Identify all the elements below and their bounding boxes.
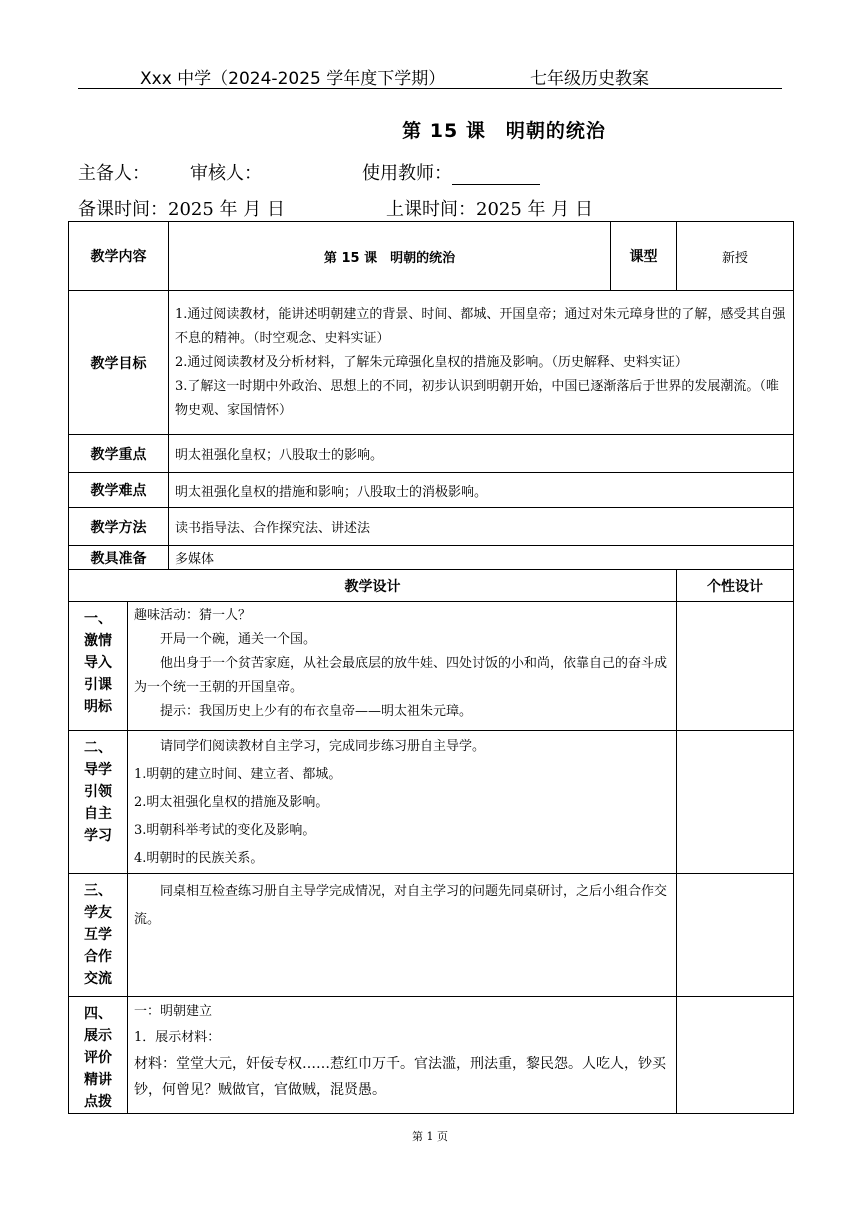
method-row (69, 508, 794, 546)
lesson-plan-table (68, 221, 794, 1114)
page-header (78, 58, 782, 89)
design-label: 教学设计 (69, 570, 677, 602)
content-label: 教学内容 (69, 222, 169, 291)
stage-line: 请同学们阅读教材自主学习，完成同步练习册自主导学。 (160, 739, 486, 754)
method-value: 读书指导法、合作探究法、讲述法 (169, 508, 794, 546)
stage-body (128, 997, 677, 1114)
stage-label: 四、展示评价精讲点拨 (69, 997, 128, 1114)
personal-cell (677, 997, 794, 1114)
reviewer-label: 审核人： (190, 163, 262, 184)
tools-value: 多媒体 (169, 546, 794, 570)
stage-body (128, 874, 677, 997)
type-value: 新授 (677, 222, 794, 291)
class-time: 上课时间：2025 年 月 日 (386, 199, 593, 220)
design-header-row (69, 570, 794, 602)
tools-row (69, 546, 794, 570)
stage-line: 开局一个碗，通关一个国。 (160, 632, 317, 647)
page-number: 第 1 页 (412, 1130, 448, 1143)
stage-label: 一、激情导入引课明标 (69, 602, 128, 731)
prep-time: 备课时间：2025 年 月 日 (78, 199, 285, 220)
difficulty-label: 教学难点 (69, 473, 169, 508)
stage-line: 3.明朝科举考试的变化及影响。 (134, 823, 316, 838)
stage-line: 提示：我国历史上少有的布衣皇帝——明太祖朱元璋。 (160, 704, 473, 719)
personal-cell (677, 731, 794, 874)
key-value: 明太祖强化皇权；八股取士的影响。 (169, 435, 794, 473)
stage-line: 1．展示材料： (134, 1030, 221, 1045)
stage-label: 二、导学引领自主学习 (69, 731, 128, 874)
preparer-label: 主备人： (78, 163, 150, 184)
key-label: 教学重点 (69, 435, 169, 473)
stage-row (69, 874, 794, 997)
stage-line: 4.明朝时的民族关系。 (134, 851, 264, 866)
school-term: Xxx 中学（2024-2025 学年度下学期） (140, 69, 446, 89)
stage-line: 一：明朝建立 (134, 1004, 213, 1019)
stage-body (128, 731, 677, 874)
stage-line: 材料：堂堂大元，奸佞专权……惹红巾万千。官法滥，刑法重，黎民怨。人吃人，钞买钞，何曾见？贼做官，官做贼，混贤愚。 (134, 1056, 666, 1098)
stage-line: 同桌相互检查练习册自主导学完成情况，对自主学习的问题先同桌研讨，之后小组合作交流。 (134, 884, 668, 927)
difficulty-row (69, 473, 794, 508)
teacher-blank (452, 166, 540, 185)
goals-row (69, 291, 794, 435)
stage-label: 三、学友互学合作交流 (69, 874, 128, 997)
stage-row (69, 997, 794, 1114)
stage-row (69, 731, 794, 874)
goal-item: 1.通过阅读教材，能讲述明朝建立的背景、时间、都城、开国皇帝；通过对朱元璋身世的了解，感受其自强不息的精神。（时空观念、史料实证） (175, 306, 786, 346)
personal-cell (677, 602, 794, 731)
type-label: 课型 (611, 222, 677, 291)
stage-line: 1.明朝的建立时间、建立者、都城。 (134, 767, 342, 782)
stage-row (69, 602, 794, 731)
stage-line: 他出身于一个贫苦家庭，从社会最底层的放牛娃、四处讨饭的小和尚，依靠自己的奋斗成为一个统一王朝的开国皇帝。 (134, 656, 668, 695)
method-label: 教学方法 (69, 508, 169, 546)
goal-item: 2.通过阅读教材及分析材料，了解朱元璋强化皇权的措施及影响。（历史解释、史料实证） (175, 354, 688, 370)
content-value: 第 15 课 明朝的统治 (169, 222, 611, 291)
goal-item: 3.了解这一时期中外政治、思想上的不同，初步认识到明朝开始，中国已逐渐落后于世界的发展潮流。（唯物史观、家国情怀） (175, 378, 779, 418)
teacher-label: 使用教师： (362, 159, 540, 185)
key-row (69, 435, 794, 473)
goals-body (169, 291, 794, 435)
personal-label: 个性设计 (677, 570, 794, 602)
difficulty-value: 明太祖强化皇权的措施和影响；八股取士的消极影响。 (169, 473, 794, 508)
stage-body (128, 602, 677, 731)
personal-cell (677, 874, 794, 997)
content-row (69, 222, 794, 291)
subject-plan: 七年级历史教案 (530, 69, 649, 89)
lesson-title: 第 15 课 明朝的统治 (402, 120, 606, 142)
goals-label: 教学目标 (69, 291, 169, 435)
stage-line: 2.明太祖强化皇权的措施及影响。 (134, 795, 329, 810)
tools-label: 教具准备 (69, 546, 169, 570)
stage-line: 趣味活动：猜一人？ (134, 608, 252, 623)
